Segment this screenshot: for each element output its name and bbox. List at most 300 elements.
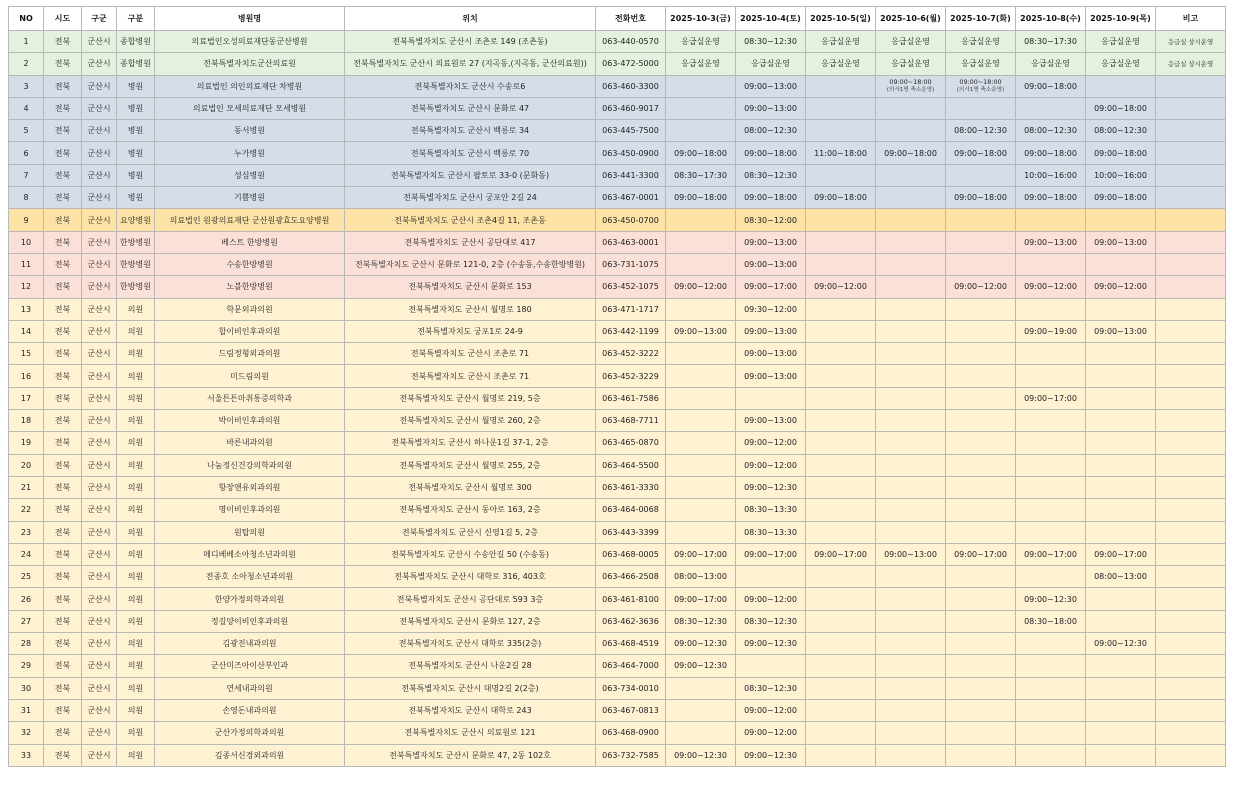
phone-cell[interactable]: 063-461-7586 (596, 387, 666, 409)
region-cell[interactable]: 전북 (44, 209, 82, 231)
address-cell[interactable]: 전북특별자치도 군산시 궁포안 2길 24 (345, 187, 596, 209)
hours-cell[interactable]: 08:00~13:00 (1086, 566, 1156, 588)
table-row[interactable] (9, 610, 1226, 632)
hours-cell[interactable] (876, 476, 946, 498)
hours-cell[interactable] (946, 588, 1016, 610)
row-number[interactable]: 31 (9, 699, 44, 721)
district-cell[interactable]: 군산시 (82, 231, 117, 253)
table-row[interactable] (9, 253, 1226, 275)
hours-cell[interactable] (1016, 499, 1086, 521)
table-row[interactable] (9, 454, 1226, 476)
hours-cell[interactable]: 08:30~12:30 (736, 610, 806, 632)
hospital-name-cell[interactable]: 노블한방병원 (155, 276, 345, 298)
hospital-name-cell[interactable]: 김종서신경외과의원 (155, 744, 345, 766)
hospital-name-cell[interactable]: 드림정형외과의원 (155, 343, 345, 365)
hours-cell[interactable] (806, 298, 876, 320)
hours-cell[interactable] (806, 633, 876, 655)
district-cell[interactable]: 군산시 (82, 633, 117, 655)
hours-cell[interactable]: 09:00~17:00 (736, 543, 806, 565)
region-cell[interactable]: 전북 (44, 521, 82, 543)
hours-cell[interactable]: 08:30~13:30 (736, 521, 806, 543)
note-cell[interactable] (1156, 187, 1226, 209)
hours-cell[interactable] (806, 677, 876, 699)
hours-cell[interactable]: 09:00~12:30 (1016, 588, 1086, 610)
hours-cell[interactable]: 09:00~17:00 (946, 543, 1016, 565)
hours-cell[interactable] (1016, 722, 1086, 744)
hours-cell[interactable]: 09:00~12:00 (946, 276, 1016, 298)
hours-cell[interactable] (876, 97, 946, 119)
hours-cell[interactable]: 09:00~17:00 (1016, 387, 1086, 409)
note-cell[interactable] (1156, 499, 1226, 521)
hours-cell[interactable] (806, 343, 876, 365)
address-cell[interactable]: 전북특별자치도 군산시 월명로 180 (345, 298, 596, 320)
hours-cell[interactable]: 09:00~18:00 (1086, 142, 1156, 164)
district-cell[interactable]: 군산시 (82, 31, 117, 53)
address-cell[interactable]: 전북특별자치도 군산시 월명로 260, 2층 (345, 410, 596, 432)
hours-cell[interactable]: 08:30~12:00 (736, 209, 806, 231)
district-cell[interactable]: 군산시 (82, 142, 117, 164)
note-cell[interactable] (1156, 633, 1226, 655)
hours-cell[interactable] (1086, 610, 1156, 632)
hours-cell[interactable] (1016, 343, 1086, 365)
district-cell[interactable]: 군산시 (82, 677, 117, 699)
category-cell[interactable]: 의원 (117, 566, 155, 588)
hours-cell[interactable]: 08:30~12:30 (736, 164, 806, 186)
hours-cell[interactable]: 09:00~17:00 (736, 276, 806, 298)
hours-cell[interactable]: 응급실운영 (876, 31, 946, 53)
hours-cell[interactable]: 08:30~12:30 (666, 610, 736, 632)
hours-cell[interactable]: 응급실운영 (666, 31, 736, 53)
hours-cell[interactable] (876, 722, 946, 744)
hours-cell[interactable]: 09:00~18:00 (666, 142, 736, 164)
hours-cell[interactable] (876, 320, 946, 342)
hours-cell[interactable] (666, 699, 736, 721)
hours-cell[interactable]: 08:00~12:30 (1086, 120, 1156, 142)
region-cell[interactable]: 전북 (44, 677, 82, 699)
hours-cell[interactable] (876, 610, 946, 632)
hours-cell[interactable]: 09:00~18:00 (1016, 187, 1086, 209)
phone-cell[interactable]: 063-452-1075 (596, 276, 666, 298)
hours-cell[interactable] (946, 164, 1016, 186)
table-row[interactable] (9, 142, 1226, 164)
hours-cell[interactable] (666, 432, 736, 454)
hours-cell[interactable]: 09:00~12:30 (736, 744, 806, 766)
column-header[interactable]: 위치 (345, 7, 596, 31)
hours-cell[interactable] (1016, 97, 1086, 119)
address-cell[interactable]: 전북특별자치도 군산시 의료원로 27 (지곡동,(지곡동, 군산의료원)) (345, 53, 596, 75)
table-row[interactable] (9, 633, 1226, 655)
hours-cell[interactable] (1016, 209, 1086, 231)
hours-cell[interactable]: 09:00~13:00 (736, 75, 806, 97)
table-row[interactable] (9, 97, 1226, 119)
hours-cell[interactable] (666, 722, 736, 744)
hours-cell[interactable] (1086, 410, 1156, 432)
address-cell[interactable]: 전북특별자치도 군산시 나운2길 28 (345, 655, 596, 677)
row-number[interactable]: 15 (9, 343, 44, 365)
hours-cell[interactable] (876, 365, 946, 387)
hospital-name-cell[interactable]: 연세내과의원 (155, 677, 345, 699)
hours-cell[interactable]: 09:00~13:00 (1086, 320, 1156, 342)
note-cell[interactable] (1156, 276, 1226, 298)
address-cell[interactable]: 전북특별자치도 군산시 하나운1길 37-1, 2층 (345, 432, 596, 454)
column-header[interactable]: 2025-10-3(금) (666, 7, 736, 31)
hospital-name-cell[interactable]: 전종호 소아청소년과의원 (155, 566, 345, 588)
note-cell[interactable] (1156, 722, 1226, 744)
column-header[interactable]: 구분 (117, 7, 155, 31)
column-header[interactable]: 2025-10-7(화) (946, 7, 1016, 31)
hospital-name-cell[interactable]: 전북특별자치도군산의료원 (155, 53, 345, 75)
hours-cell[interactable]: 08:30~12:30 (736, 31, 806, 53)
hospital-name-cell[interactable]: 나눔정신건강의학과의원 (155, 454, 345, 476)
category-cell[interactable]: 의원 (117, 454, 155, 476)
phone-cell[interactable]: 063-450-0900 (596, 142, 666, 164)
table-row[interactable] (9, 164, 1226, 186)
note-cell[interactable]: 응급실 상시운영 (1156, 53, 1226, 75)
hours-cell[interactable]: 09:00~12:30 (736, 633, 806, 655)
table-row[interactable] (9, 209, 1226, 231)
address-cell[interactable]: 전북특별자치도 궁포1로 24-9 (345, 320, 596, 342)
hours-cell[interactable]: 11:00~18:00 (806, 142, 876, 164)
phone-cell[interactable]: 063-450-0700 (596, 209, 666, 231)
hours-cell[interactable]: 09:00~13:00 (1016, 231, 1086, 253)
hours-cell[interactable]: 09:00~12:30 (1086, 633, 1156, 655)
region-cell[interactable]: 전북 (44, 298, 82, 320)
hours-cell[interactable] (946, 454, 1016, 476)
address-cell[interactable]: 전북특별자치도 군산시 월명로 255, 2층 (345, 454, 596, 476)
category-cell[interactable]: 의원 (117, 610, 155, 632)
hours-cell[interactable] (1086, 75, 1156, 97)
category-cell[interactable]: 의원 (117, 699, 155, 721)
hours-cell[interactable] (806, 521, 876, 543)
hours-cell[interactable] (736, 566, 806, 588)
district-cell[interactable]: 군산시 (82, 187, 117, 209)
phone-cell[interactable]: 063-734-0010 (596, 677, 666, 699)
hours-cell[interactable] (666, 677, 736, 699)
hours-cell[interactable] (1016, 744, 1086, 766)
hours-cell[interactable] (1086, 699, 1156, 721)
region-cell[interactable]: 전북 (44, 610, 82, 632)
category-cell[interactable]: 의원 (117, 588, 155, 610)
hospital-name-cell[interactable]: 수송한방병원 (155, 253, 345, 275)
hours-cell[interactable] (1086, 454, 1156, 476)
row-number[interactable]: 29 (9, 655, 44, 677)
phone-cell[interactable]: 063-443-3399 (596, 521, 666, 543)
hours-cell[interactable]: 09:00~17:00 (1016, 543, 1086, 565)
hours-cell[interactable]: 09:00~13:00 (736, 320, 806, 342)
hours-cell[interactable]: 응급실운영 (736, 53, 806, 75)
phone-cell[interactable]: 063-466-2508 (596, 566, 666, 588)
hours-cell[interactable]: 08:00~12:30 (1016, 120, 1086, 142)
region-cell[interactable]: 전북 (44, 53, 82, 75)
hours-cell[interactable]: 09:00~12:00 (736, 454, 806, 476)
hours-cell[interactable] (946, 610, 1016, 632)
table-row[interactable] (9, 231, 1226, 253)
hours-cell[interactable] (876, 298, 946, 320)
region-cell[interactable]: 전북 (44, 387, 82, 409)
row-number[interactable]: 27 (9, 610, 44, 632)
row-number[interactable]: 6 (9, 142, 44, 164)
address-cell[interactable]: 전북특별자치도 군산시 문화로 127, 2층 (345, 610, 596, 632)
hours-cell[interactable] (806, 722, 876, 744)
hours-cell[interactable] (946, 387, 1016, 409)
hours-cell[interactable] (666, 410, 736, 432)
hours-cell[interactable] (806, 97, 876, 119)
row-number[interactable]: 28 (9, 633, 44, 655)
region-cell[interactable]: 전북 (44, 566, 82, 588)
hours-cell[interactable] (666, 521, 736, 543)
category-cell[interactable]: 의원 (117, 543, 155, 565)
table-row[interactable] (9, 655, 1226, 677)
table-row[interactable] (9, 276, 1226, 298)
phone-cell[interactable]: 063-464-5500 (596, 454, 666, 476)
hours-cell[interactable]: 08:30~18:00 (1016, 610, 1086, 632)
note-cell[interactable] (1156, 454, 1226, 476)
hours-cell[interactable]: 09:00~19:00 (1016, 320, 1086, 342)
row-number[interactable]: 30 (9, 677, 44, 699)
row-number[interactable]: 33 (9, 744, 44, 766)
address-cell[interactable]: 전북특별자치도 군산시 조촌로 71 (345, 365, 596, 387)
hours-cell[interactable] (1016, 410, 1086, 432)
note-cell[interactable] (1156, 744, 1226, 766)
hours-cell[interactable]: 응급실운영 (946, 53, 1016, 75)
hours-cell[interactable] (806, 476, 876, 498)
hours-cell[interactable]: 09:00~18:00 (666, 187, 736, 209)
address-cell[interactable]: 전북특별자치도 군산시 수송로6 (345, 75, 596, 97)
hours-cell[interactable]: 응급실운영 (1016, 53, 1086, 75)
region-cell[interactable]: 전북 (44, 97, 82, 119)
hospital-name-cell[interactable]: 미드림의원 (155, 365, 345, 387)
column-header[interactable]: 병원명 (155, 7, 345, 31)
hours-cell[interactable] (806, 588, 876, 610)
hours-cell[interactable] (876, 343, 946, 365)
hours-cell[interactable] (946, 343, 1016, 365)
address-cell[interactable]: 전북특별자치도 군산시 대명2길 2(2층) (345, 677, 596, 699)
table-row[interactable] (9, 543, 1226, 565)
district-cell[interactable]: 군산시 (82, 432, 117, 454)
hours-cell[interactable] (806, 454, 876, 476)
hours-cell[interactable] (876, 253, 946, 275)
hours-cell[interactable] (946, 566, 1016, 588)
phone-cell[interactable]: 063-468-0900 (596, 722, 666, 744)
phone-cell[interactable]: 063-452-3229 (596, 365, 666, 387)
district-cell[interactable]: 군산시 (82, 298, 117, 320)
hours-cell[interactable]: 10:00~16:00 (1086, 164, 1156, 186)
phone-cell[interactable]: 063-442-1199 (596, 320, 666, 342)
hours-cell[interactable]: 09:00~12:30 (736, 476, 806, 498)
hours-cell[interactable] (946, 231, 1016, 253)
hours-cell[interactable] (876, 699, 946, 721)
hours-cell[interactable] (666, 343, 736, 365)
address-cell[interactable]: 전북특별자치도 군산시 동아로 163, 2층 (345, 499, 596, 521)
hours-cell[interactable]: 응급실운영 (876, 53, 946, 75)
row-number[interactable]: 26 (9, 588, 44, 610)
hours-cell[interactable] (736, 387, 806, 409)
phone-cell[interactable]: 063-440-0570 (596, 31, 666, 53)
region-cell[interactable]: 전북 (44, 432, 82, 454)
district-cell[interactable]: 군산시 (82, 655, 117, 677)
address-cell[interactable]: 전북특별자치도 군산시 대학로 316, 403호 (345, 566, 596, 588)
region-cell[interactable]: 전북 (44, 276, 82, 298)
phone-cell[interactable]: 063-460-9017 (596, 97, 666, 119)
column-header[interactable]: 2025-10-8(수) (1016, 7, 1086, 31)
address-cell[interactable]: 전북특별자치도 군산시 조촌로 71 (345, 343, 596, 365)
hours-cell[interactable]: 09:00~18:00 (1086, 97, 1156, 119)
category-cell[interactable]: 병원 (117, 187, 155, 209)
column-header[interactable]: 2025-10-6(월) (876, 7, 946, 31)
hours-cell[interactable] (666, 387, 736, 409)
category-cell[interactable]: 의원 (117, 320, 155, 342)
hours-cell[interactable] (806, 410, 876, 432)
hours-cell[interactable] (806, 499, 876, 521)
hours-cell[interactable]: 09:00~17:00 (806, 543, 876, 565)
hours-cell[interactable]: 응급실운영 (806, 31, 876, 53)
hours-cell[interactable] (806, 610, 876, 632)
hospital-name-cell[interactable]: 박이비인후과의원 (155, 410, 345, 432)
hours-cell[interactable]: 09:00~18:00 (736, 187, 806, 209)
region-cell[interactable]: 전북 (44, 75, 82, 97)
phone-cell[interactable]: 063-468-0005 (596, 543, 666, 565)
phone-cell[interactable]: 063-732-7585 (596, 744, 666, 766)
category-cell[interactable]: 병원 (117, 75, 155, 97)
hours-cell[interactable]: 08:00~12:30 (736, 120, 806, 142)
category-cell[interactable]: 한방병원 (117, 276, 155, 298)
row-number[interactable]: 12 (9, 276, 44, 298)
hours-cell[interactable]: 09:00~12:00 (806, 276, 876, 298)
column-header[interactable]: 비고 (1156, 7, 1226, 31)
region-cell[interactable]: 전북 (44, 320, 82, 342)
note-cell[interactable] (1156, 142, 1226, 164)
note-cell[interactable] (1156, 164, 1226, 186)
hours-cell[interactable]: 응급실운영 (1086, 31, 1156, 53)
phone-cell[interactable]: 063-464-0068 (596, 499, 666, 521)
hours-cell[interactable]: 08:30~17:30 (1016, 31, 1086, 53)
note-cell[interactable] (1156, 365, 1226, 387)
hospital-name-cell[interactable]: 한양가정의학과의원 (155, 588, 345, 610)
hours-cell[interactable] (946, 410, 1016, 432)
phone-cell[interactable]: 063-467-0813 (596, 699, 666, 721)
address-cell[interactable]: 전북특별자치도 군산시 문화로 153 (345, 276, 596, 298)
table-row[interactable] (9, 677, 1226, 699)
hours-cell[interactable] (666, 365, 736, 387)
hours-cell[interactable] (806, 566, 876, 588)
category-cell[interactable]: 병원 (117, 142, 155, 164)
row-number[interactable]: 16 (9, 365, 44, 387)
column-header[interactable]: 시도 (44, 7, 82, 31)
hours-cell[interactable]: 09:00~13:00 (1086, 231, 1156, 253)
district-cell[interactable]: 군산시 (82, 53, 117, 75)
table-row[interactable] (9, 187, 1226, 209)
row-number[interactable]: 21 (9, 476, 44, 498)
district-cell[interactable]: 군산시 (82, 75, 117, 97)
hospital-name-cell[interactable]: 의료법인오성의료재단동군산병원 (155, 31, 345, 53)
row-number[interactable]: 19 (9, 432, 44, 454)
hours-cell[interactable] (876, 120, 946, 142)
hours-cell[interactable] (1086, 499, 1156, 521)
district-cell[interactable]: 군산시 (82, 387, 117, 409)
note-cell[interactable] (1156, 476, 1226, 498)
hospital-name-cell[interactable]: 항장앤유외과의원 (155, 476, 345, 498)
address-cell[interactable]: 전북특별자치도 군산시 문화로 47 (345, 97, 596, 119)
phone-cell[interactable]: 063-465-0870 (596, 432, 666, 454)
hours-cell[interactable] (1086, 432, 1156, 454)
hospital-name-cell[interactable]: 군산미즈아이산부인과 (155, 655, 345, 677)
category-cell[interactable]: 의원 (117, 387, 155, 409)
phone-cell[interactable]: 063-461-8100 (596, 588, 666, 610)
hours-cell[interactable]: 08:30~12:30 (736, 677, 806, 699)
note-cell[interactable] (1156, 75, 1226, 97)
row-number[interactable]: 3 (9, 75, 44, 97)
district-cell[interactable]: 군산시 (82, 97, 117, 119)
hours-cell[interactable] (1016, 476, 1086, 498)
table-row[interactable] (9, 521, 1226, 543)
hospital-name-cell[interactable]: 성심병원 (155, 164, 345, 186)
hours-cell[interactable] (946, 209, 1016, 231)
row-number[interactable]: 22 (9, 499, 44, 521)
category-cell[interactable]: 의원 (117, 410, 155, 432)
hospital-name-cell[interactable]: 학문외과의원 (155, 298, 345, 320)
note-cell[interactable] (1156, 231, 1226, 253)
note-cell[interactable] (1156, 209, 1226, 231)
hours-cell[interactable]: 09:00~13:00 (736, 97, 806, 119)
hours-cell[interactable] (876, 633, 946, 655)
hours-cell[interactable] (876, 164, 946, 186)
row-number[interactable]: 8 (9, 187, 44, 209)
hours-cell[interactable] (1016, 298, 1086, 320)
address-cell[interactable]: 전북특별자치도 군산시 월명로 300 (345, 476, 596, 498)
hours-cell[interactable] (946, 432, 1016, 454)
hours-cell[interactable] (876, 187, 946, 209)
district-cell[interactable]: 군산시 (82, 543, 117, 565)
district-cell[interactable]: 군산시 (82, 454, 117, 476)
district-cell[interactable]: 군산시 (82, 253, 117, 275)
address-cell[interactable]: 전북특별자치도 군산시 팔토로 33-0 (문화동) (345, 164, 596, 186)
category-cell[interactable]: 의원 (117, 365, 155, 387)
hours-cell[interactable] (946, 722, 1016, 744)
hours-cell[interactable]: 09:00~13:00 (736, 343, 806, 365)
hours-cell[interactable] (806, 387, 876, 409)
region-cell[interactable]: 전북 (44, 633, 82, 655)
note-cell[interactable] (1156, 298, 1226, 320)
address-cell[interactable]: 전북특별자치도 군산시 의료원로 121 (345, 722, 596, 744)
hours-cell[interactable]: 응급실운영 (1086, 53, 1156, 75)
category-cell[interactable]: 요양병원 (117, 209, 155, 231)
row-number[interactable]: 32 (9, 722, 44, 744)
district-cell[interactable]: 군산시 (82, 209, 117, 231)
hours-cell[interactable] (1086, 365, 1156, 387)
category-cell[interactable]: 의원 (117, 722, 155, 744)
hours-cell[interactable] (1016, 432, 1086, 454)
row-number[interactable]: 25 (9, 566, 44, 588)
region-cell[interactable]: 전북 (44, 253, 82, 275)
note-cell[interactable] (1156, 432, 1226, 454)
hours-cell[interactable] (946, 365, 1016, 387)
table-row[interactable] (9, 432, 1226, 454)
address-cell[interactable]: 전북특별자치도 군산시 조촌로 149 (조촌동) (345, 31, 596, 53)
table-row[interactable] (9, 499, 1226, 521)
category-cell[interactable]: 의원 (117, 744, 155, 766)
note-cell[interactable] (1156, 610, 1226, 632)
district-cell[interactable]: 군산시 (82, 499, 117, 521)
table-row[interactable] (9, 566, 1226, 588)
hours-cell[interactable]: 응급실운영 (806, 53, 876, 75)
hours-cell[interactable] (666, 298, 736, 320)
hours-cell[interactable] (806, 75, 876, 97)
hours-cell[interactable] (666, 231, 736, 253)
hours-cell[interactable] (946, 75, 1016, 97)
hours-cell[interactable]: 09:00~12:30 (666, 633, 736, 655)
district-cell[interactable]: 군산시 (82, 276, 117, 298)
row-number[interactable]: 20 (9, 454, 44, 476)
